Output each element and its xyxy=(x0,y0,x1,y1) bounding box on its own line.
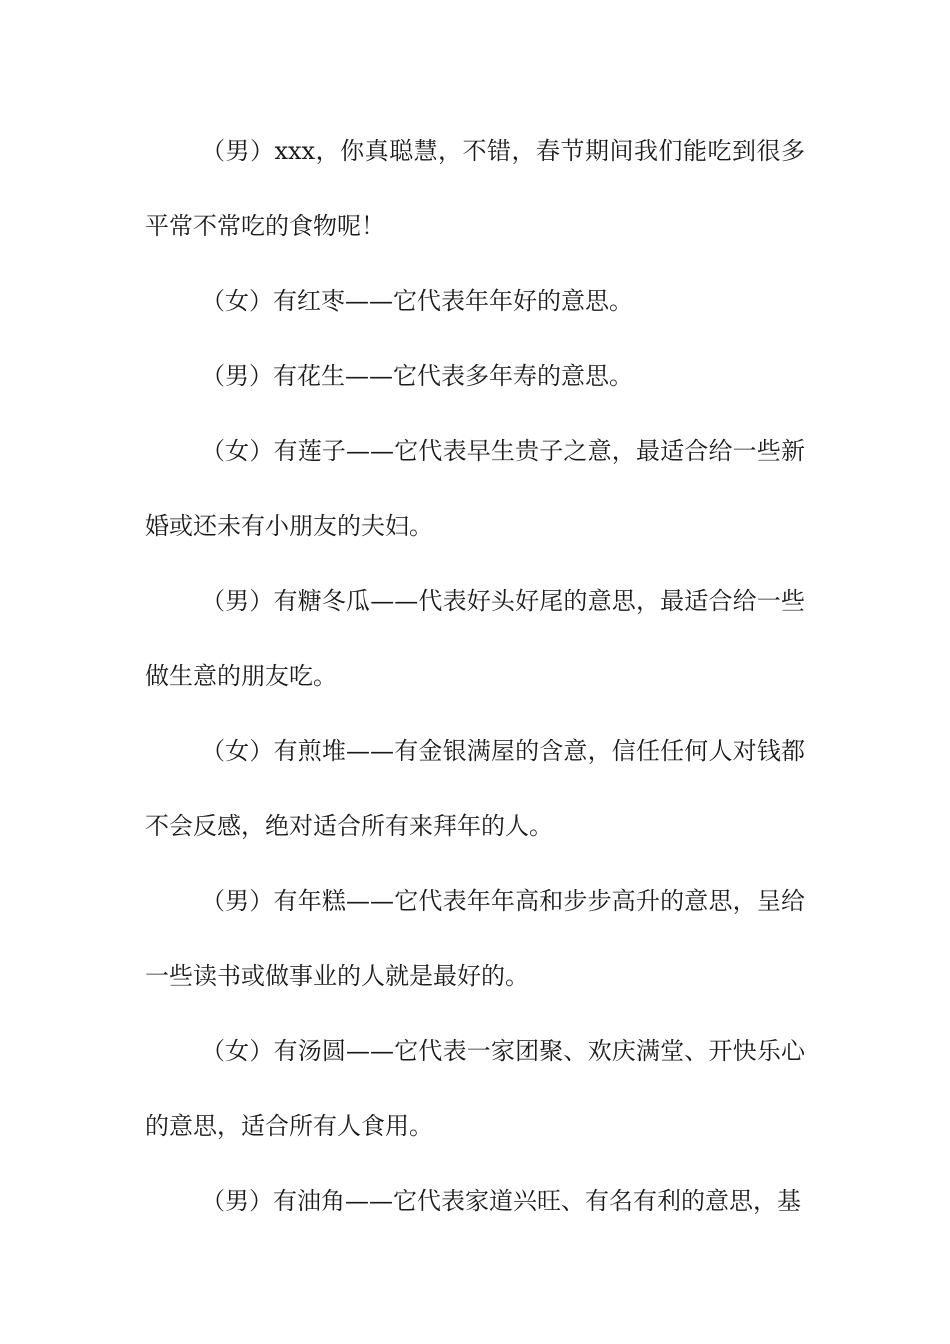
paragraph-4: （女）有莲子——它代表早生贵子之意，最适合给一些新婚或还未有小朋友的夫妇。 xyxy=(145,437,805,540)
paragraph-7: （男）有年糕——它代表年年高和步步高升的意思，呈给一些读书或做事业的人就是最好的。 xyxy=(145,887,805,990)
paragraph-2: （女）有红枣——它代表年年好的意思。 xyxy=(201,287,633,315)
paragraph-3: （男）有花生——它代表多年寿的意思。 xyxy=(201,362,633,390)
paragraph-8: （女）有汤圆——它代表一家团聚、欢庆满堂、开快乐心的意思，适合所有人食用。 xyxy=(145,1037,805,1140)
paragraph-5: （男）有糖冬瓜——代表好头好尾的意思，最适合给一些做生意的朋友吃。 xyxy=(145,587,805,690)
paragraph-9: （男）有油角——它代表家道兴旺、有名有利的意思，基 xyxy=(201,1187,801,1215)
paragraph-1: （男）xxx，你真聪慧，不错，春节期间我们能吃到很多平常不常吃的食物呢！ xyxy=(145,137,805,240)
paragraph-6: （女）有煎堆——有金银满屋的含意，信任任何人对钱都不会反感，绝对适合所有来拜年的人。 xyxy=(145,737,805,840)
body-text xyxy=(145,114,805,1239)
